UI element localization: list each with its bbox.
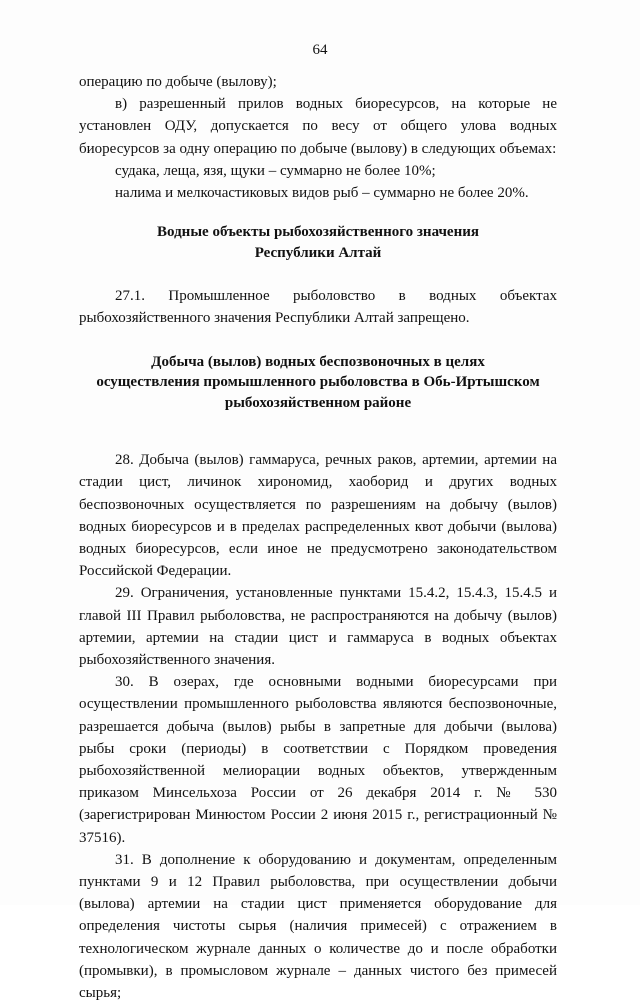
section-heading: рыбохозяйственном районе: [224, 394, 412, 411]
paragraph-29: 29. Ограничения, установленные пунктами 15.4.2, 15.4.3, 15.4.5 и главой III Правил рыболовства, не распространяются на добычу (вылов) артемии, артемии на стадии цист и гаммаруса в водных объектах рыбохозяйственного значения.: [79, 585, 557, 668]
continuation-line: операцию по добыче (вылову);: [79, 74, 277, 90]
bycatch-limit-line: налима и мелкочастиковых видов рыб – суммарно не более 20%.: [115, 185, 529, 202]
spacer: [79, 330, 557, 352]
section-heading: Добыча (вылов) водных беспозвоночных в целях: [151, 353, 485, 370]
paragraph-30: 30. В озерах, где основными водными биоресурсами при осуществлении промышленного рыболовства являются беспозвоночные, разрешается добыча (вылов) рыбы в запретные для добычи (вылова) рыбы сроки (периоды) в соответствии с Порядком проведения рыбохозяйственной мелиорации водных объектов, утвержденным приказом Минсельхоза России от 26 декабря 2014 г. № 530 (зарегистрирован Минюстом России 2 июня 2015 г., регистрационный № 37516).: [79, 674, 557, 846]
spacer: [79, 204, 557, 222]
section-heading: осуществления промышленного рыболовства в Обь-Иртышском: [96, 374, 540, 391]
item-v-paragraph: в) разрешенный прилов водных биоресурсов, на которые не установлен ОДУ, допускается по весу от общего улова водных биоресурсов за одну операцию по добыче (вылову) в следующих объемах:: [79, 96, 557, 157]
paragraph-28: 28. Добыча (вылов) гаммаруса, речных раков, артемии, артемии на стадии цист, личинок хирономид, хаоборид и других водных беспозвоночных осуществляется по разрешениям на добычу (вылов) водных биоресурсов и в пределах распределенных квот добычи (вылова) водных биоресурсов, если иное не предусмотрено законодательством Российской Федерации.: [79, 452, 557, 580]
spacer: [79, 263, 557, 285]
paragraph-31: 31. В дополнение к оборудованию и документам, определенным пунктами 9 и 12 Правил рыболовства, при осуществлении добычи (вылова) артемии на стадии цист применяется оборудование для определения чистоты сырья (наличия примесей) с отражением в технологическом журнале данных о количестве до и после обработки (промывки), в промысловом журнале – данных чистого без примесей сырья;: [79, 851, 557, 1001]
section-heading: Республики Алтай: [254, 244, 382, 261]
spacer: [79, 413, 557, 449]
paragraph-27-1: 27.1. Промышленное рыболовство в водных объектах рыбохозяйственного значения Республики Алтай запрещено.: [79, 288, 557, 327]
document-body: [79, 71, 557, 1004]
section-heading: Водные объекты рыбохозяйственного значения: [157, 224, 479, 241]
page-number: 64: [312, 42, 328, 58]
bycatch-limit-line: судака, леща, язя, щуки – суммарно не более 10%;: [115, 162, 436, 179]
